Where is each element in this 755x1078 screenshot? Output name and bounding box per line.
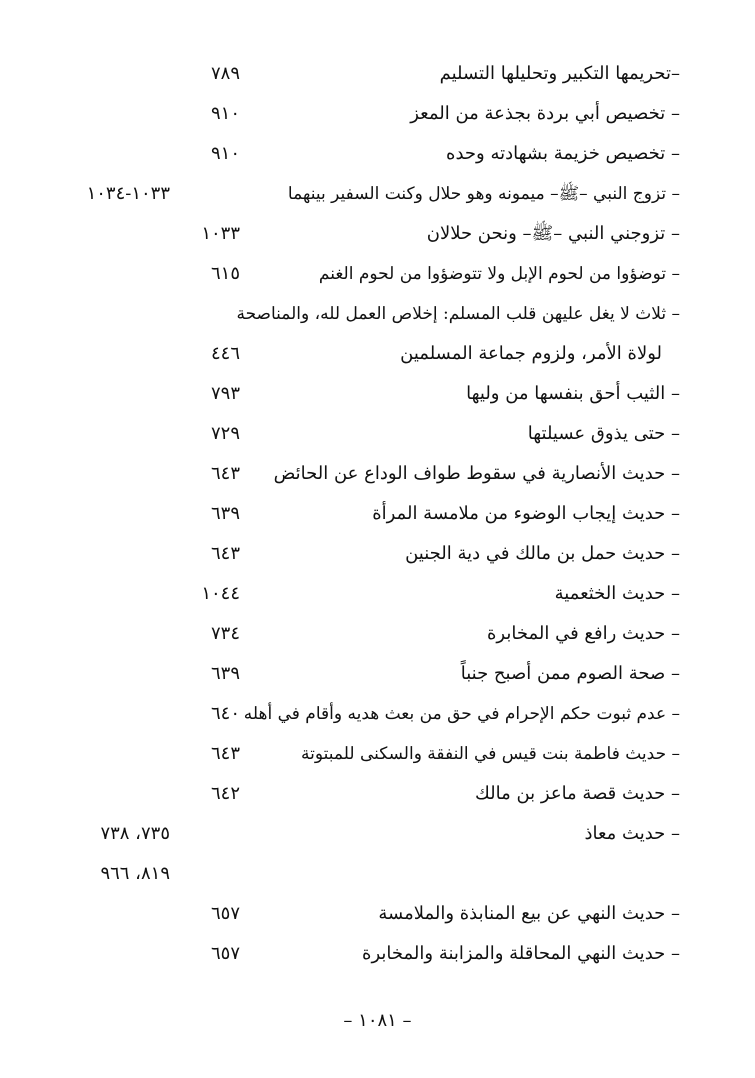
entry-title: – حديث معاذ bbox=[584, 823, 680, 844]
entry-title: – ثلاث لا يغل عليهن قلب المسلم: إخلاص العمل لله، والمناصحة bbox=[236, 304, 680, 324]
entry-title: – حديث الأنصارية في سقوط طواف الوداع عن الحائض bbox=[273, 463, 680, 484]
entry-title: – حتى يذوق عسيلتها bbox=[527, 423, 680, 444]
entry-title: – حديث النهي المحاقلة والمزابنة والمخابرة bbox=[362, 943, 680, 964]
entry-title: – تزوجني النبي –ﷺ– ونحن حلالان bbox=[426, 223, 680, 244]
entry-title: – صحة الصوم ممن أصبح جنباً bbox=[460, 663, 680, 684]
index-entry bbox=[0, 95, 755, 135]
entry-pages: ٦٥٧ bbox=[210, 943, 240, 964]
index-entry bbox=[0, 375, 755, 415]
entry-title: – تزوج النبي –ﷺ– ميمونه وهو حلال وكنت السفير بينهما bbox=[287, 184, 680, 204]
entry-pages: ٦٣٩ bbox=[210, 503, 240, 524]
entry-pages: ٧٩٣ bbox=[210, 383, 240, 404]
index-entry-continuation bbox=[0, 335, 755, 375]
index-entry bbox=[0, 455, 755, 495]
entry-pages: ٦١٥ bbox=[210, 263, 240, 284]
entry-title: – حديث فاطمة بنت قيس في النفقة والسكنى للمبتوتة bbox=[301, 744, 680, 764]
entry-title: – حديث قصة ماعز بن مالك bbox=[474, 783, 680, 804]
entry-title: – حديث إيجاب الوضوء من ملامسة المرأة bbox=[372, 503, 680, 524]
index-entry bbox=[0, 295, 755, 335]
index-entry bbox=[0, 415, 755, 455]
entry-pages: ٩١٠ bbox=[210, 143, 240, 164]
index-entry bbox=[0, 935, 755, 975]
index-entry bbox=[0, 615, 755, 655]
entry-pages: ٨١٩، ٩٦٦ bbox=[100, 863, 170, 884]
index-entry bbox=[0, 135, 755, 175]
entry-pages: ٧٨٩ bbox=[210, 63, 240, 84]
entry-pages: ١٠٣٣-١٠٣٤ bbox=[86, 183, 170, 204]
index-entry bbox=[0, 215, 755, 255]
index-entry bbox=[0, 55, 755, 95]
entry-pages: ٦٣٩ bbox=[210, 663, 240, 684]
index-entry bbox=[0, 575, 755, 615]
entry-title: –تحريمها التكبير وتحليلها التسليم bbox=[439, 63, 680, 84]
entry-pages: ٦٥٧ bbox=[210, 903, 240, 924]
index-entry bbox=[0, 655, 755, 695]
index-entry bbox=[0, 535, 755, 575]
entry-pages: ١٠٣٣ bbox=[201, 223, 240, 244]
entry-pages: ٧٢٩ bbox=[210, 423, 240, 444]
entry-pages: ٦٤٣ bbox=[210, 743, 240, 764]
entry-pages: ٦٤٣ bbox=[210, 463, 240, 484]
index-entry bbox=[0, 175, 755, 215]
entry-title: – عدم ثبوت حكم الإحرام في حق من بعث هديه وأقام في أهله bbox=[243, 704, 680, 724]
entry-title: – حديث حمل بن مالك في دية الجنين bbox=[405, 543, 680, 564]
index-entry bbox=[0, 815, 755, 855]
entry-pages: ٧٣٥، ٧٣٨ bbox=[100, 823, 170, 844]
index-entry bbox=[0, 495, 755, 535]
entry-title: – تخصيص خزيمة بشهادته وحده bbox=[446, 143, 680, 164]
index-list bbox=[0, 55, 755, 975]
entry-title: – تخصيص أبي بردة بجذعة من المعز bbox=[410, 103, 680, 124]
entry-pages: ٧٣٤ bbox=[210, 623, 240, 644]
index-entry bbox=[0, 775, 755, 815]
entry-pages: ٦٤٠ bbox=[210, 703, 240, 724]
index-entry bbox=[0, 735, 755, 775]
entry-pages: ٦٤٢ bbox=[210, 783, 240, 804]
entry-pages: ٦٤٣ bbox=[210, 543, 240, 564]
index-entry bbox=[0, 695, 755, 735]
entry-title: – حديث رافع في المخابرة bbox=[487, 623, 680, 644]
entry-title: – الثيب أحق بنفسها من وليها bbox=[466, 383, 680, 404]
entry-title: – حديث النهي عن بيع المنابذة والملامسة bbox=[378, 903, 680, 924]
page-number: – ١٠٨١ – bbox=[343, 1010, 412, 1031]
index-entry bbox=[0, 895, 755, 935]
entry-title: لولاة الأمر، ولزوم جماعة المسلمين bbox=[400, 343, 662, 364]
entry-pages: ١٠٤٤ bbox=[201, 583, 240, 604]
entry-title: – توضؤوا من لحوم الإبل ولا تتوضؤوا من لحوم الغنم bbox=[318, 264, 680, 284]
index-entry bbox=[0, 255, 755, 295]
entry-pages: ٤٤٦ bbox=[210, 343, 240, 364]
entry-pages: ٩١٠ bbox=[210, 103, 240, 124]
index-entry-continuation bbox=[0, 855, 755, 895]
entry-title: – حديث الخثعمية bbox=[554, 583, 680, 604]
